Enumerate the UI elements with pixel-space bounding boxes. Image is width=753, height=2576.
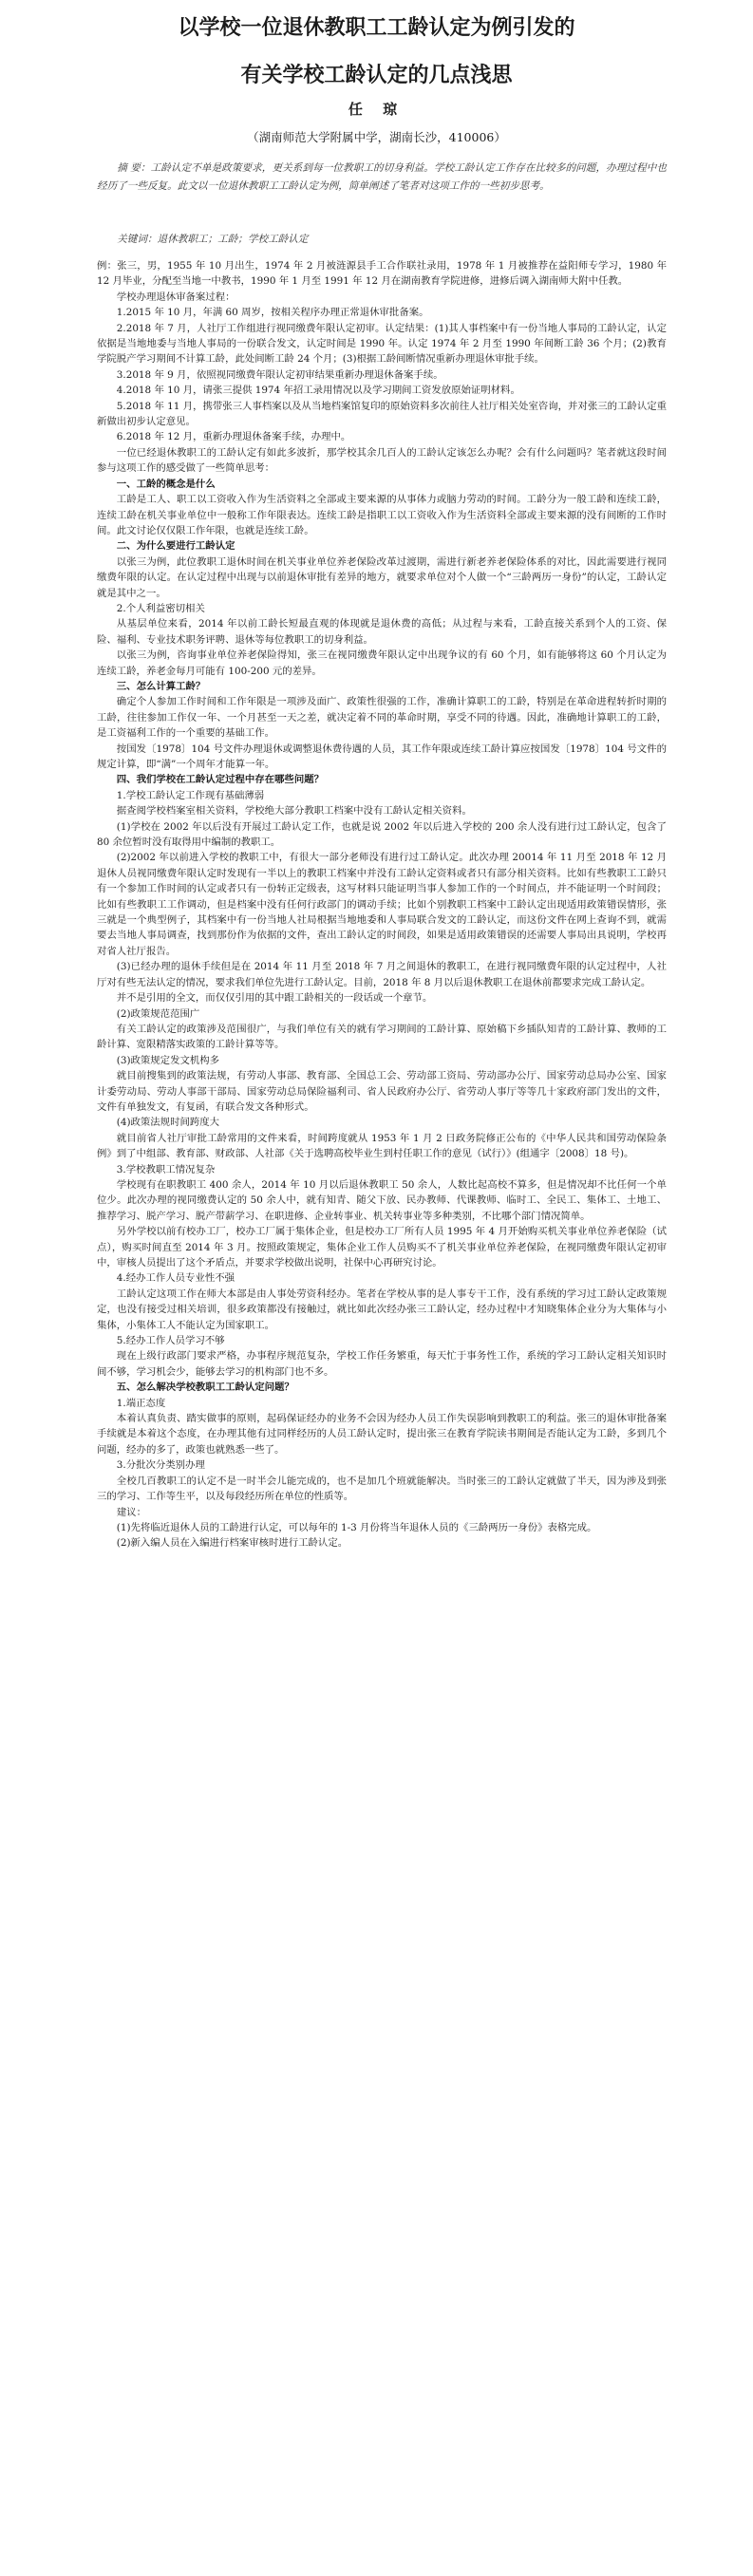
body-paragraph: 建议： (116, 1506, 146, 1518)
title-line-1: 以学校一位退休教职工工龄认定为例引发的 (178, 16, 575, 40)
body-paragraph: (1)先将临近退休人员的工龄进行认定，可以每年的 1-3 月份将当年退休人员的《三龄两历一身份》表格完成。 (116, 1521, 597, 1533)
body-paragraph: 现在上级行政部门要求严格，办事程序规范复杂，学校工作任务繁重，每天忙于事务性工作，系统的学习工龄认定相关知识时间不够，学习机会少，能够去学习的机构部门也不多。 (97, 1350, 667, 1378)
body-paragraph: 工龄是工人、职工以工资收入作为生活资料之全部或主要来源的从事体力或脑力劳动的时间。工龄分为一般工龄和连续工龄，连续工龄在机关事业单位中一般称工作年限表达。连续工龄是指职工以工资收入作为生活资料全部或主要来源的没有间断的工作时间。此文讨论仅仅限工作年限，也就是连续工龄。 (97, 494, 667, 536)
body-paragraph: 另外学校以前有校办工厂，校办工厂属于集体企业，但是校办工厂所有人员 1995 年 4 月开始购买机关事业单位养老保险（试点），购买时间直至 2014 年 3 月。按照政策规定，集体企业工作人员购买不了机关事业单位养老保险，在视同缴费年限认定初审中，审核人员提出了这个矛盾点，并要求学校做出说明，社保中心再研究讨论。 (97, 1226, 667, 1269)
author-affiliation: （湖南师范大学附属中学，湖南长沙，410006） (247, 130, 506, 144)
section-heading: 五、怎么解决学校教职工工龄认定问题？ (116, 1382, 294, 1394)
title-line-2: 有关学校工龄认定的几点浅思 (240, 64, 513, 87)
body-paragraph: 3.2018 年 9 月，依照视同缴费年限认定初审结果重新办理退休备案手续。 (116, 368, 443, 381)
body-paragraph: 从基层单位来看，2014 年以前工龄长短最直观的体现就是退休费的高低；从过程与来看，工龄直接关系到个人的工资、保险、福利、专业技术职务评聘、退休等每位教职工的切身利益。 (97, 618, 667, 646)
body-paragraph: 工龄认定这项工作在师大本部是由人事处劳资科经办。笔者在学校从事的是人事专干工作，没有系统的学习过工龄认定政策规定，也没有接受过相关培训，很多政策都没有接触过，就比如此次经办张三工龄认定，经办过程中才知晓集体企业分为大集体与小集体，小集体工人不能认定为国家职工。 (97, 1288, 667, 1331)
body-paragraph: 就目前搜集到的政策法规，有劳动人事部、教育部、全国总工会、劳动部工资局、劳动部办公厅、国家劳动总局办公室、国家计委劳动局、劳动人事部干部局、国家劳动总局保险福利司、省人民政府办公厅、省劳动人事厅等等几十家政府部门发出的文件，文件有单独发文，有复函，有联合发文各种形式。 (97, 1070, 667, 1113)
article-body (97, 258, 667, 1551)
body-paragraph: 1.学校工龄认定工作现有基础薄弱 (116, 789, 265, 801)
body-paragraph: 全校几百教职工的认定不是一时半会儿能完成的，也不是加几个班就能解决。当时张三的工龄认定就做了半天，因为涉及到张三的学习、工作等生平，以及每段经历所在单位的性质等。 (97, 1475, 667, 1503)
body-paragraph: 学校现有在职教职工 400 余人，2014 年 10 月以后退休教职工 50 余人，人数比起高校不算多，但是情况却不比任何一个单位少。此次办理的视同缴费认定的 50 余人中，就有知青、随父下放、民办教师、代课教师、临时工、全民工、集体工、土地工、推荐学习、脱产学习、脱产带薪学习、在职进修、企业转事业、机关转事业等多种类别，不比哪个部门情况简单。 (97, 1178, 667, 1222)
body-paragraph: 并不是引用的全文，而仅仅引用的其中跟工龄相关的一段话或一个章节。 (116, 992, 433, 1005)
body-paragraph: 4.经办工作人员专业性不强 (116, 1272, 235, 1285)
body-paragraph: 1.2015 年 10 月，年满 60 周岁，按相关程序办理正常退休审批备案。 (116, 307, 429, 319)
body-paragraph: 6.2018 年 12 月，重新办理退休备案手续，办理中。 (116, 431, 351, 443)
body-paragraph: (4)政策法规时间跨度大 (116, 1117, 220, 1129)
body-paragraph: (2)政策规范范围广 (116, 1007, 200, 1020)
body-paragraph: 本着认真负责、踏实做事的原则，起码保证经办的业务不会因为经办人员工作失误影响到教职工的利益。张三的退休审批备案手续就是本着这个态度，在办理其他有过同样经历的人员工龄认定时，提出张三在教育学院读书期间是否能认定为工龄，多到几个问题，经办的多了，政策也就熟悉一些了。 (97, 1413, 667, 1456)
body-paragraph: 4.2018 年 10 月，请张三提供 1974 年招工录用情况以及学习期间工资发放原始证明材料。 (116, 385, 520, 397)
author-name: 任 琼 (348, 101, 405, 118)
body-paragraph: (3)政策规定发文机构多 (116, 1054, 220, 1066)
body-paragraph: 3.学校教职工情况复杂 (116, 1163, 216, 1175)
body-paragraph: 2.2018 年 7 月，人社厅工作组进行视同缴费年限认定初审。认定结果：(1)其人事档案中有一份当地人事局的工龄认定，认定依据是当地地委与当地人事局的一份联合发文，认定时间是 1990 年。认定 1974 年 2 月至 1990 年间断工龄 36 个月；(2)教育学院脱产学习期间不计算工龄，此处间断工龄 24 个月；(3)根据工龄间断情况重新办理退休审批手续。 (97, 322, 667, 366)
section-heading: 二、为什么要进行工龄认定 (116, 540, 235, 553)
section-heading: 一、工龄的概念是什么 (116, 478, 216, 490)
body-paragraph: (3)已经办理的退休手续但是在 2014 年 11 月至 2018 年 7 月之间退休的教职工，在进行视同缴费年限的认定过程中，人社厅对有些无法认定的情况，要求我们单位先进行工龄认定。目前，2018 年 8 月以后退休教职工在退休前都要求完成工龄认定。 (97, 961, 667, 988)
body-paragraph: 据查阅学校档案室相关资料，学校绝大部分教职工档案中没有工龄认定相关资料。 (116, 805, 472, 818)
body-paragraph: 一位已经退休教职工的工龄认定有如此多波折，那学校其余几百人的工龄认定该怎么办呢？会有什么问题吗？笔者就这段时间参与这项工作的感受做了一些简单思考： (97, 446, 667, 475)
abstract: 摘 要：工龄认定不单是政策要求，更关系到每一位教职工的切身利益。学校工龄认定工作存在比较多的问题，办理过程中也经历了一些反复。此文以一位退休教职工工龄认定为例，简单阐述了笔者对这项工作的一些初步思考。 (97, 162, 667, 192)
body-paragraph: 学校办理退休审备案过程： (116, 291, 235, 303)
body-paragraph: 就目前省人社厅审批工龄常用的文件来看，时间跨度就从 1953 年 1 月 2 日政务院修正公布的《中华人民共和国劳动保险条例》到了中组部、教育部、财政部、人社部《关于选聘高校毕业生到村任职工作的意见（试行）》(组通字〔2008〕18 号)。 (97, 1132, 667, 1160)
body-paragraph: (1)学校在 2002 年以后没有开展过工龄认定工作，也就是说 2002 年以后进入学校的 200 余人没有进行过工龄认定，包含了 80 余位暂时没有取得用中编制的教职工。 (97, 820, 667, 849)
body-paragraph: 2.个人利益密切相关 (116, 602, 205, 614)
keywords: 关键词：退休教职工；工龄；学校工龄认定 (117, 234, 309, 245)
body-paragraph: 有关工龄认定的政策涉及范围很广，与我们单位有关的就有学习期间的工龄计算、原始稿下乡插队知青的工龄计算、教师的工龄计算、宽限精落实政策的工龄计算等等。 (97, 1023, 667, 1051)
body-paragraph: 1.端正态度 (116, 1397, 166, 1409)
body-paragraph: 以张三为例，此位教职工退休时间在机关事业单位养老保险改革过渡期，需进行新老养老保险体系的对比，因此需要进行视同缴费年限的认定。在认定过程中出现与以前退休审批有差异的地方，就要求单位对个人做一个“三龄两历一身份”的认定，工龄认定就是其中之一。 (97, 555, 667, 599)
body-paragraph: 以张三为例，咨询事业单位养老保险得知，张三在视同缴费年限认定中出现争议的有 60 个月，如有能够将这 60 个月认定为连续工龄，养老金每月可能有 100-200 元的差异。 (97, 649, 667, 677)
body-paragraph: 5.经办工作人员学习不够 (116, 1335, 225, 1347)
body-paragraph: 5.2018 年 11 月，携带张三人事档案以及从当地档案馆复印的原始资料多次前往人社厅相关处室咨询，并对张三的工龄认定重新做出初步认定意见。 (97, 400, 667, 428)
body-paragraph: 确定个人参加工作时间和工作年限是一项涉及面广、政策性很强的工作，准确计算职工的工龄，特别是在革命进程转折时期的工龄，往往参加工作仅一年、一个月甚至一天之差，就决定着不同的革命时期，享受不同的待遇。因此，准确地计算职工的工龄，是工资福利工作的一个重要的基础工作。 (97, 696, 667, 740)
body-paragraph: (2)新入编人员在入编进行档案审核时进行工龄认定。 (116, 1537, 348, 1550)
section-heading: 三、怎么计算工龄？ (116, 680, 206, 692)
body-paragraph: (2)2002 年以前进入学校的教职工中，有很大一部分老师没有进行过工龄认定。此次办理 20014 年 11 月至 2018 年 12 月退休人员视同缴费年限认定时发现有一半以上的教职工档案中并没有工龄认定资料或者只有部分相关资料。比如有些教职工工龄只有一个参加工作时间的认定或者只有一份转正定级表，这写材料只能证明当事人参加工作的一个时间点，并不能证明一个时间段；比如有些教职工工作调动，但是档案中没有任何行政部门的调动手续；比如个别教职工档案中工龄认定出现适用政策错误情形，张三就是一个典型例子，其档案中有一份当地人社局根据当地地委和人事局联合发文的工龄认定，而这份文件在网上查询不到，就需要去当地人事局调查，找到那份作为依据的文件，查出工龄认定的时间段，如果是适用政策错误的还需要人事局出具说明，学校再对省人社厅报告。 (97, 852, 667, 957)
section-heading: 四、我们学校在工龄认定过程中存在哪些问题？ (116, 774, 324, 786)
body-paragraph: 例：张三，男，1955 年 10 月出生，1974 年 2 月被涟源县手工合作联社录用，1978 年 1 月被推荐在益阳师专学习，1980 年 12 月毕业，分配至当地一中教书，1990 年 1 月至 1991 年 12 月在湖南教育学院进修，进修后调入湖南师大附中任教。 (97, 260, 667, 288)
body-paragraph: 3.分批次分类别办理 (116, 1459, 205, 1472)
body-paragraph: 按国发〔1978〕104 号文件办理退休或调整退休费待遇的人员，其工作年限或连续工龄计算应按国发〔1978〕104 号文件的规定计算，即“满”一个周年才能算一年。 (97, 743, 667, 770)
